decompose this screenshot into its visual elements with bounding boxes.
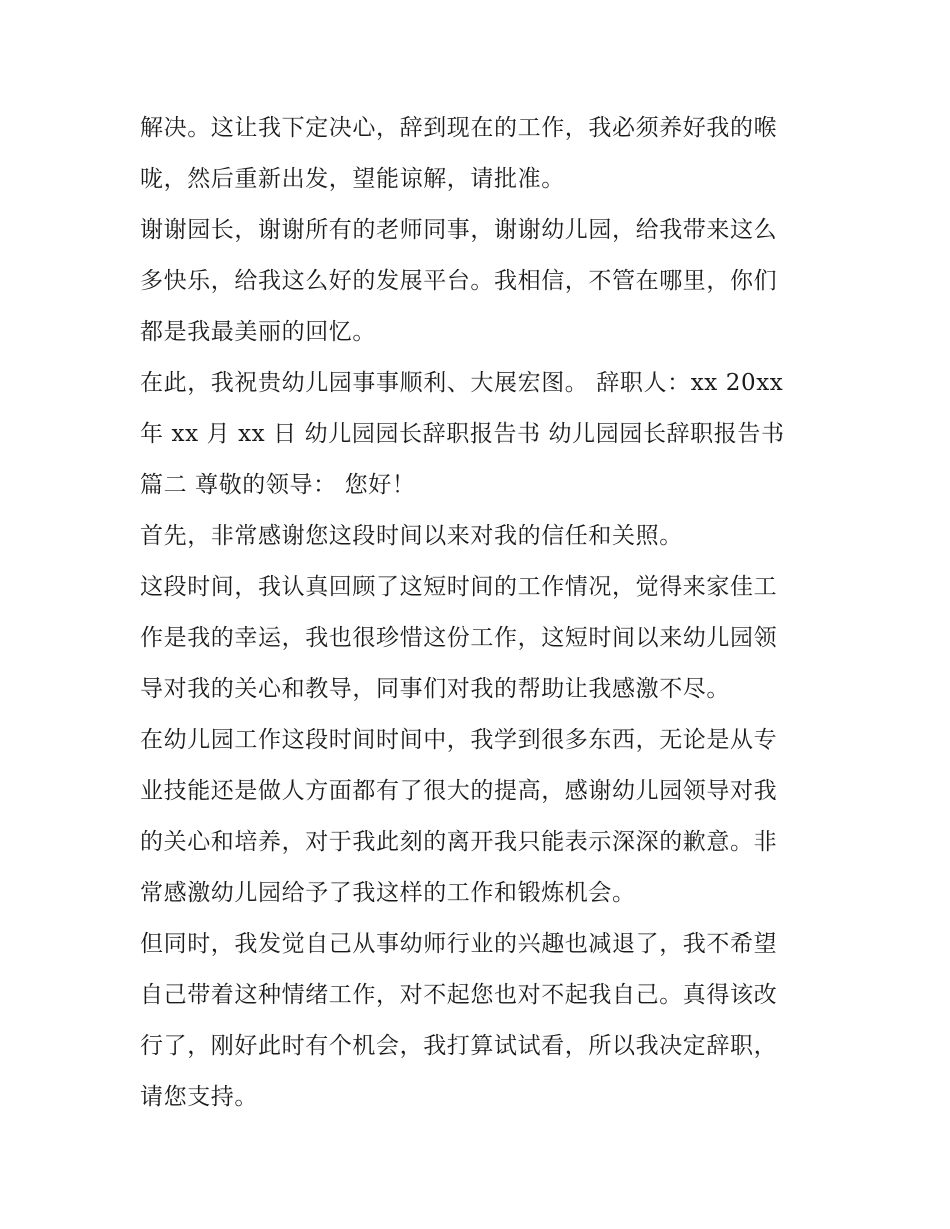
text-line: 谢谢园长，谢谢所有的老师同事，谢谢幼儿园，给我带来这么 [140, 217, 778, 243]
text-line: 首先，非常感谢您这段时间以来对我的信任和关照。 [140, 523, 683, 549]
text-line: 行了，刚好此时有个机会，我打算试试看，所以我决定辞职， [140, 1033, 778, 1059]
text-line: 的关心和培养，对于我此刻的离开我只能表示深深的歉意。非 [140, 829, 778, 855]
text-line: 解决。这让我下定决心，辞到现在的工作，我必须养好我的喉 [140, 115, 778, 141]
text-line: 常感激幼儿园给予了我这样的工作和锻炼机会。 [140, 880, 636, 906]
text-line: 导对我的关心和教导，同事们对我的帮助让我感激不尽。 [140, 676, 730, 702]
text-line: 这段时间，我认真回顾了这短时间的工作情况，觉得来家佳工 [140, 574, 778, 600]
text-line: 篇二 尊敬的领导： 您好！ [140, 472, 416, 498]
text-line: 在幼儿园工作这段时间时间中，我学到很多东西，无论是从专 [140, 727, 778, 753]
text-line: 但同时，我发觉自己从事幼师行业的兴趣也减退了，我不希望 [140, 931, 778, 957]
text-line: 业技能还是做人方面都有了很大的提高，感谢幼儿园领导对我 [140, 778, 778, 804]
text-line: 请您支持。 [140, 1084, 258, 1110]
text-line: 年 xx 月 xx 日 幼儿园园长辞职报告书 幼儿园园长辞职报告书 [140, 421, 785, 447]
text-line: 在此，我祝贵幼儿园事事顺利、大展宏图。 辞职人：xx 20xx [140, 370, 784, 396]
text-line: 多快乐，给我这么好的发展平台。我相信，不管在哪里，你们 [140, 268, 778, 294]
text-line: 作是我的幸运，我也很珍惜这份工作，这短时间以来幼儿园领 [140, 625, 778, 651]
text-line: 咙，然后重新出发，望能谅解，请批准。 [140, 166, 565, 192]
text-line: 都是我最美丽的回忆。 [140, 319, 376, 345]
text-line: 自己带着这种情绪工作，对不起您也对不起我自己。真得该改 [140, 982, 778, 1008]
document-body [140, 103, 820, 1123]
